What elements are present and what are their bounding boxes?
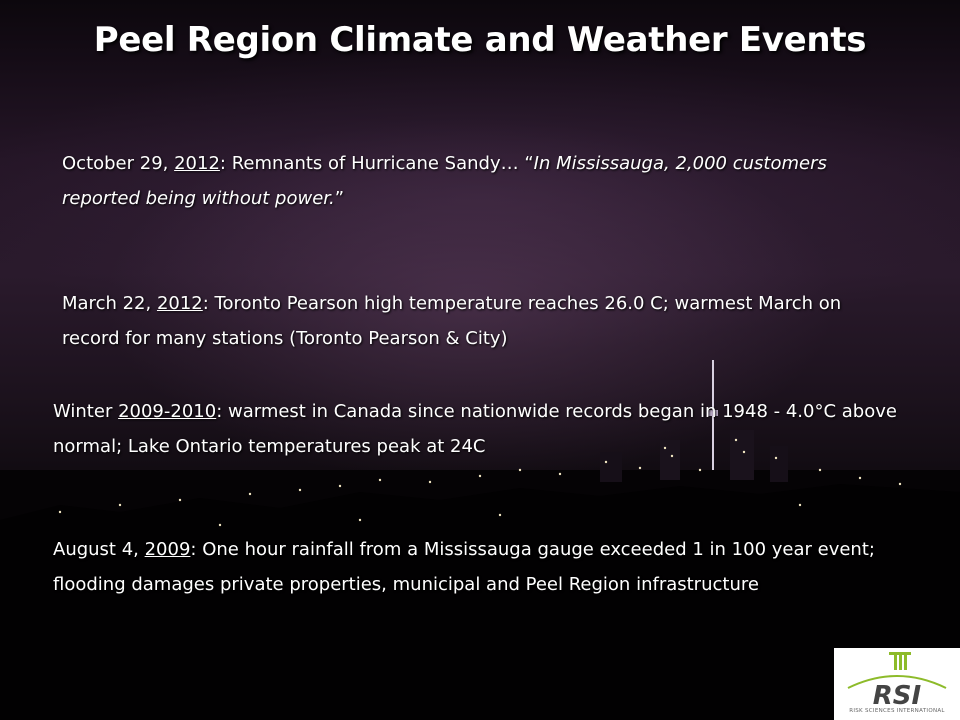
- event-text: : Toronto Pearson high temperature reaches 26.0 C; warmest March on record for many stations (Toronto Pearson & City): [62, 293, 842, 349]
- logo-wordmark: RSI: [872, 681, 922, 711]
- event-text: : Remnants of Hurricane Sandy… “: [219, 153, 534, 174]
- event-winter-warmth: [53, 394, 903, 464]
- event-year: 2012: [156, 293, 203, 314]
- event-year: 2009: [144, 539, 191, 560]
- event-hurricane-sandy: [62, 146, 892, 216]
- event-date: October 29,: [62, 153, 175, 174]
- event-quote: In Mississauga, 2,000 customers reported being without power.: [62, 153, 827, 209]
- event-date: Winter: [53, 401, 119, 422]
- event-text: : warmest in Canada since nationwide records began in 1948 - 4.0°C above normal; Lake Ontario temperatures peak at 24C: [53, 401, 897, 457]
- event-date: March 22,: [62, 293, 157, 314]
- slide-title: Peel Region Climate and Weather Events: [93, 20, 867, 60]
- event-date: August 4,: [53, 539, 145, 560]
- rsi-logo: [834, 648, 960, 720]
- logo-subtitle: RISK SCIENCES INTERNATIONAL: [849, 708, 945, 714]
- event-text: : One hour rainfall from a Mississauga gauge exceeded 1 in 100 year event; flooding damages private properties, municipal and Peel Region infrastructure: [53, 539, 875, 595]
- event-year: 2012: [174, 153, 220, 174]
- event-quote-end: ”: [334, 188, 345, 209]
- event-march-temperature: [62, 286, 892, 356]
- event-august-rainfall: [53, 532, 883, 602]
- event-year: 2009-2010: [118, 401, 217, 422]
